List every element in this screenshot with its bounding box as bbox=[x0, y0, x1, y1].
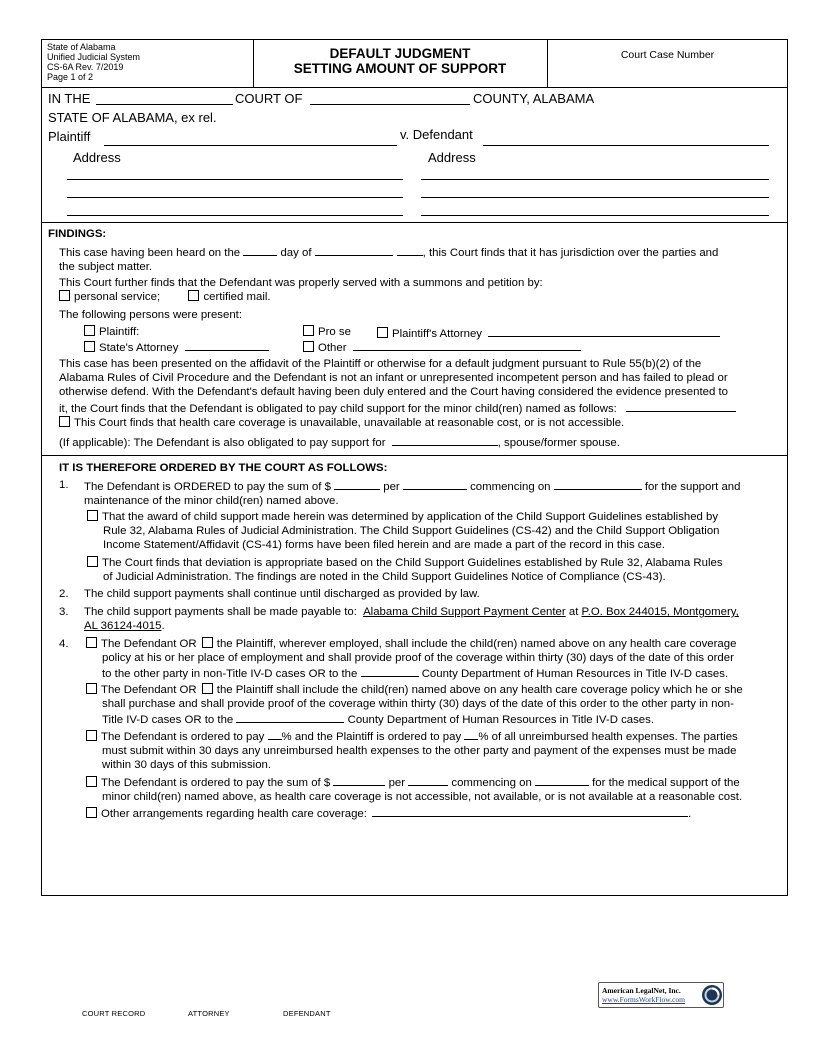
affidavit-line-3: otherwise defend. With the Defendant's default having been duly entered and the Court having considered the evidence presented to bbox=[59, 386, 728, 399]
medical-support-commencing: commencing on bbox=[451, 777, 532, 789]
defendant-address-label: Address bbox=[428, 150, 476, 165]
health-employer-line-3b: County Department of Human Resources in Title IV-D cases. bbox=[421, 668, 729, 681]
unreimbursed-checkbox[interactable] bbox=[86, 730, 97, 741]
orders-heading: IT IS THEREFORE ORDERED BY THE COURT AS FOLLOWS: bbox=[59, 462, 388, 474]
health-employer-defendant-label: The Defendant OR bbox=[101, 638, 197, 650]
heard-text-d: the subject matter. bbox=[59, 261, 153, 274]
medical-support-checkbox[interactable] bbox=[86, 776, 97, 787]
health-employer-plaintiff-checkbox[interactable] bbox=[202, 637, 213, 648]
payee-address-line-1: P.O. Box 244015, Montgomery, bbox=[581, 606, 739, 618]
heard-month-field[interactable] bbox=[315, 244, 393, 256]
unreimbursed-row bbox=[86, 728, 780, 773]
order-3-text-a: The child support payments shall be made payable to: bbox=[84, 606, 357, 618]
states-attorney-checkbox[interactable] bbox=[84, 341, 95, 352]
health-employer-line-3a: to the other party in non-Title IV-D cases OR to the bbox=[102, 668, 358, 681]
unreimbursed-line-1b: % and the Plaintiff is ordered to pay bbox=[281, 731, 462, 743]
heard-day-field[interactable] bbox=[243, 244, 277, 256]
caption-divider bbox=[41, 222, 788, 223]
spouse-label: , spouse/former spouse. bbox=[497, 437, 620, 449]
health-purchase-row bbox=[86, 683, 780, 728]
order-4-number: 4. bbox=[59, 638, 69, 650]
defendant-address-line-1[interactable] bbox=[421, 179, 769, 180]
form-title-line2: SETTING AMOUNT OF SUPPORT bbox=[293, 61, 507, 76]
page-number: Page 1 of 2 bbox=[47, 72, 94, 82]
footer-court-record: COURT RECORD bbox=[82, 1009, 146, 1018]
medical-amount-field[interactable] bbox=[333, 774, 385, 786]
order-2-text: The child support payments shall continue until discharged as provided by law. bbox=[84, 588, 480, 600]
form-title bbox=[253, 46, 547, 76]
health-purchase-county-field[interactable] bbox=[236, 711, 344, 723]
other-present-row bbox=[303, 339, 581, 355]
unreimbursed-line-3: within 30 days of this submission. bbox=[102, 759, 272, 772]
unreimbursed-line-1c: % of all unreimbursed health expenses. The parties bbox=[478, 731, 738, 743]
guidelines-line-2: Rule 32, Alabama Rules of Judicial Administration. The Child Support Guidelines (CS-42) and the Child Support Obligation bbox=[103, 525, 720, 538]
support-period-field[interactable] bbox=[403, 478, 467, 490]
health-employer-line-2: policy at his or her place of employment and shall provide proof of the coverage within thirty (30) days of the date of this order bbox=[102, 652, 734, 665]
medical-support-line-1b: for the medical support of the bbox=[592, 777, 740, 789]
health-employer-line-1: the Plaintiff, wherever employed, shall include the child(ren) named above on any health care coverage bbox=[216, 638, 737, 650]
health-unavailable-label: This Court finds that health care coverage is unavailable, unavailable at reasonable cost, or is not accessible. bbox=[74, 417, 625, 429]
court-type-field[interactable] bbox=[96, 104, 233, 105]
payee-name: Alabama Child Support Payment Center bbox=[363, 606, 566, 618]
other-arrangements-row: Other arrangements regarding health care coverage: . bbox=[86, 805, 780, 821]
header-divider-right bbox=[547, 39, 548, 87]
defendant-percent-field[interactable] bbox=[268, 728, 282, 740]
health-unavailable-checkbox[interactable] bbox=[59, 416, 70, 427]
service-method-row bbox=[59, 290, 271, 304]
other-present-checkbox[interactable] bbox=[303, 341, 314, 352]
heard-text-b: day of bbox=[280, 247, 312, 259]
state-label: State of Alabama bbox=[47, 42, 116, 52]
medical-start-date-field[interactable] bbox=[535, 774, 589, 786]
spouse-name-field[interactable] bbox=[392, 434, 498, 446]
caption-county: COUNTY, ALABAMA bbox=[473, 91, 595, 106]
health-employer-county-field[interactable] bbox=[361, 665, 419, 677]
footer-defendant: DEFENDANT bbox=[283, 1009, 331, 1018]
header-meta bbox=[47, 42, 140, 82]
plaintiff-address-line-1[interactable] bbox=[67, 179, 403, 180]
plaintiff-label: Plaintiff bbox=[48, 129, 91, 144]
pro-se-label: Pro se bbox=[318, 326, 351, 338]
other-present-field[interactable] bbox=[353, 339, 581, 351]
order-1-text-b: maintenance of the minor child(ren) named above. bbox=[84, 495, 339, 508]
health-purchase-line-3b: County Department of Human Resources in Title IV-D cases. bbox=[347, 714, 655, 727]
health-employer-defendant-checkbox[interactable] bbox=[86, 637, 97, 648]
states-attorney-label: State's Attorney bbox=[99, 342, 179, 354]
publisher-name: American LegalNet, Inc. bbox=[602, 986, 681, 995]
other-arrangements-field[interactable] bbox=[372, 805, 688, 817]
served-text: This Court further finds that the Defendant was properly served with a summons and petition by: bbox=[59, 277, 543, 289]
plaintiff-percent-field[interactable] bbox=[464, 728, 478, 740]
deviation-line-1: The Court finds that deviation is appropriate based on the Child Support Guidelines established by Rule 32, Alabama Rules bbox=[102, 557, 723, 569]
guidelines-line-1: That the award of child support made herein was determined by application of the Child Support Guidelines established by bbox=[102, 511, 719, 523]
order-2-number: 2. bbox=[59, 588, 69, 600]
guidelines-applied-checkbox[interactable] bbox=[87, 510, 98, 521]
medical-support-per: per bbox=[388, 777, 406, 789]
health-purchase-defendant-label: The Defendant OR bbox=[101, 684, 197, 696]
caption-court-of: COURT OF bbox=[235, 91, 303, 106]
order-1-text-a: The Defendant is ORDERED to pay the sum of $ bbox=[84, 481, 331, 493]
health-unavailable-row bbox=[59, 416, 624, 430]
form-title-line1: DEFAULT JUDGMENT bbox=[329, 46, 471, 61]
support-amount-field[interactable] bbox=[334, 478, 380, 490]
affidavit-line-2: Alabama Rules of Civil Procedure and the Defendant is not an infant or unrepresented incompetent person and has failed to plead or bbox=[59, 372, 728, 385]
health-purchase-defendant-checkbox[interactable] bbox=[86, 683, 97, 694]
defendant-address-line-3[interactable] bbox=[421, 215, 769, 216]
county-field[interactable] bbox=[310, 104, 470, 105]
heard-year-field[interactable] bbox=[397, 244, 423, 256]
certified-mail-checkbox[interactable] bbox=[188, 290, 199, 301]
plaintiff-address-line-2[interactable] bbox=[67, 197, 403, 198]
guidelines-line-3: Income Statement/Affidavit (CS-41) forms have been filed herein and are made a part of the record in this case. bbox=[103, 539, 666, 552]
personal-service-label: personal service; bbox=[74, 291, 161, 303]
support-start-date-field[interactable] bbox=[554, 478, 642, 490]
health-purchase-line-1: the Plaintiff shall include the child(ren) named above on any health care coverage policy which he or she bbox=[216, 684, 743, 696]
order-3-at: at bbox=[568, 606, 579, 618]
caption-state-ex-rel: STATE OF ALABAMA, ex rel. bbox=[48, 110, 217, 125]
form-revision: CS-6A Rev. 7/2019 bbox=[47, 62, 124, 72]
publisher-url[interactable]: www.FormsWorkFlow.com bbox=[602, 995, 686, 1004]
health-purchase-line-2: shall purchase and shall provide proof of the coverage within thirty (30) days of the date of this order to the other party in non- bbox=[102, 698, 734, 711]
defendant-label: v. Defendant bbox=[400, 127, 473, 142]
publisher-logo bbox=[598, 982, 724, 1008]
health-purchase-plaintiff-checkbox[interactable] bbox=[202, 683, 213, 694]
unreimbursed-line-1a: The Defendant is ordered to pay bbox=[101, 731, 265, 743]
defendant-address-line-2[interactable] bbox=[421, 197, 769, 198]
plaintiff-present-label: Plaintiff: bbox=[99, 326, 140, 338]
footer-attorney: ATTORNEY bbox=[188, 1009, 230, 1018]
spouse-support-row bbox=[59, 434, 620, 450]
health-employer-row bbox=[86, 637, 780, 682]
plaintiffs-attorney-label: Plaintiff's Attorney bbox=[392, 328, 482, 340]
medical-support-line-1a: The Defendant is ordered to pay the sum of $ bbox=[101, 777, 331, 789]
defendant-name-field[interactable] bbox=[483, 145, 769, 146]
order-1-commencing: commencing on bbox=[470, 481, 551, 493]
guidelines-applied-row bbox=[87, 510, 767, 553]
order-1-number: 1. bbox=[59, 479, 69, 491]
plaintiff-present-checkbox[interactable] bbox=[84, 325, 95, 336]
plaintiff-address-line-3[interactable] bbox=[67, 215, 403, 216]
findings-divider bbox=[41, 455, 788, 456]
affidavit-paragraph bbox=[59, 357, 781, 416]
other-present-label: Other bbox=[318, 342, 347, 354]
order-1-text bbox=[84, 478, 778, 508]
payee-address-line-2: AL 36124-4015 bbox=[84, 620, 162, 633]
deviation-line-2: of Judicial Administration. The findings are noted in the Child Support Guidelines Notice of Compliance (CS-43). bbox=[103, 571, 666, 584]
findings-heard-paragraph bbox=[59, 244, 779, 274]
order-3-text: The child support payments shall be made payable to: Alabama Child Support Payment Center at P.O. Box 244015, Montgomery, AL 36124-4015. bbox=[84, 606, 739, 633]
deviation-checkbox[interactable] bbox=[87, 556, 98, 567]
unreimbursed-line-2: must submit within 30 days any unreimbursed health expenses to the other party and payment of the expenses must be made bbox=[102, 745, 737, 758]
other-arrangements-label: Other arrangements regarding health care coverage: bbox=[101, 808, 367, 820]
medical-period-field[interactable] bbox=[408, 774, 448, 786]
header-divider bbox=[41, 87, 788, 88]
pro-se-row bbox=[303, 325, 351, 339]
order-3-number: 3. bbox=[59, 606, 69, 618]
case-number-label: Court Case Number bbox=[620, 49, 715, 61]
order-1-per: per bbox=[383, 481, 400, 493]
system-label: Unified Judicial System bbox=[47, 52, 141, 62]
states-attorney-row bbox=[84, 339, 269, 355]
personal-service-checkbox[interactable] bbox=[59, 290, 70, 301]
heard-text-c: , this Court finds that it has jurisdiction over the parties and bbox=[422, 247, 719, 259]
states-attorney-field[interactable] bbox=[185, 339, 269, 351]
health-purchase-line-3a: Title IV-D cases OR to the bbox=[102, 714, 234, 727]
affidavit-line-4: it, the Court finds that the Defendant is obligated to pay child support for the minor child(ren) named as follows: bbox=[59, 402, 617, 415]
plaintiffs-attorney-field[interactable] bbox=[488, 325, 720, 337]
medical-support-row bbox=[86, 774, 780, 804]
deviation-row bbox=[87, 556, 767, 584]
findings-heading: FINDINGS: bbox=[48, 228, 107, 240]
plaintiffs-attorney-checkbox[interactable] bbox=[377, 327, 388, 338]
plaintiff-address-label: Address bbox=[73, 150, 121, 165]
other-arrangements-checkbox[interactable] bbox=[86, 807, 97, 818]
pro-se-checkbox[interactable] bbox=[303, 325, 314, 336]
medical-support-line-2: minor child(ren) named above, as health care coverage is not accessible, not available, or is not available at a reasonable cost. bbox=[102, 791, 743, 804]
present-text: The following persons were present: bbox=[59, 309, 242, 321]
if-applicable-label: (If applicable): The Defendant is also obligated to pay support for bbox=[59, 437, 386, 449]
present-plaintiff-row bbox=[84, 325, 139, 339]
order-1-for: for the support and bbox=[644, 481, 741, 493]
certified-mail-label: certified mail. bbox=[203, 291, 271, 303]
plaintiff-name-field[interactable] bbox=[104, 145, 397, 146]
affidavit-line-1: This case has been presented on the affidavit of the Plaintiff or otherwise for a default judgment pursuant to Rule 55(b)(2) of the bbox=[59, 358, 702, 370]
publisher-globe-icon bbox=[701, 984, 723, 1006]
caption-in-the: IN THE bbox=[48, 91, 91, 106]
children-names-field[interactable] bbox=[626, 400, 736, 412]
heard-text-a: This case having been heard on the bbox=[59, 247, 241, 259]
